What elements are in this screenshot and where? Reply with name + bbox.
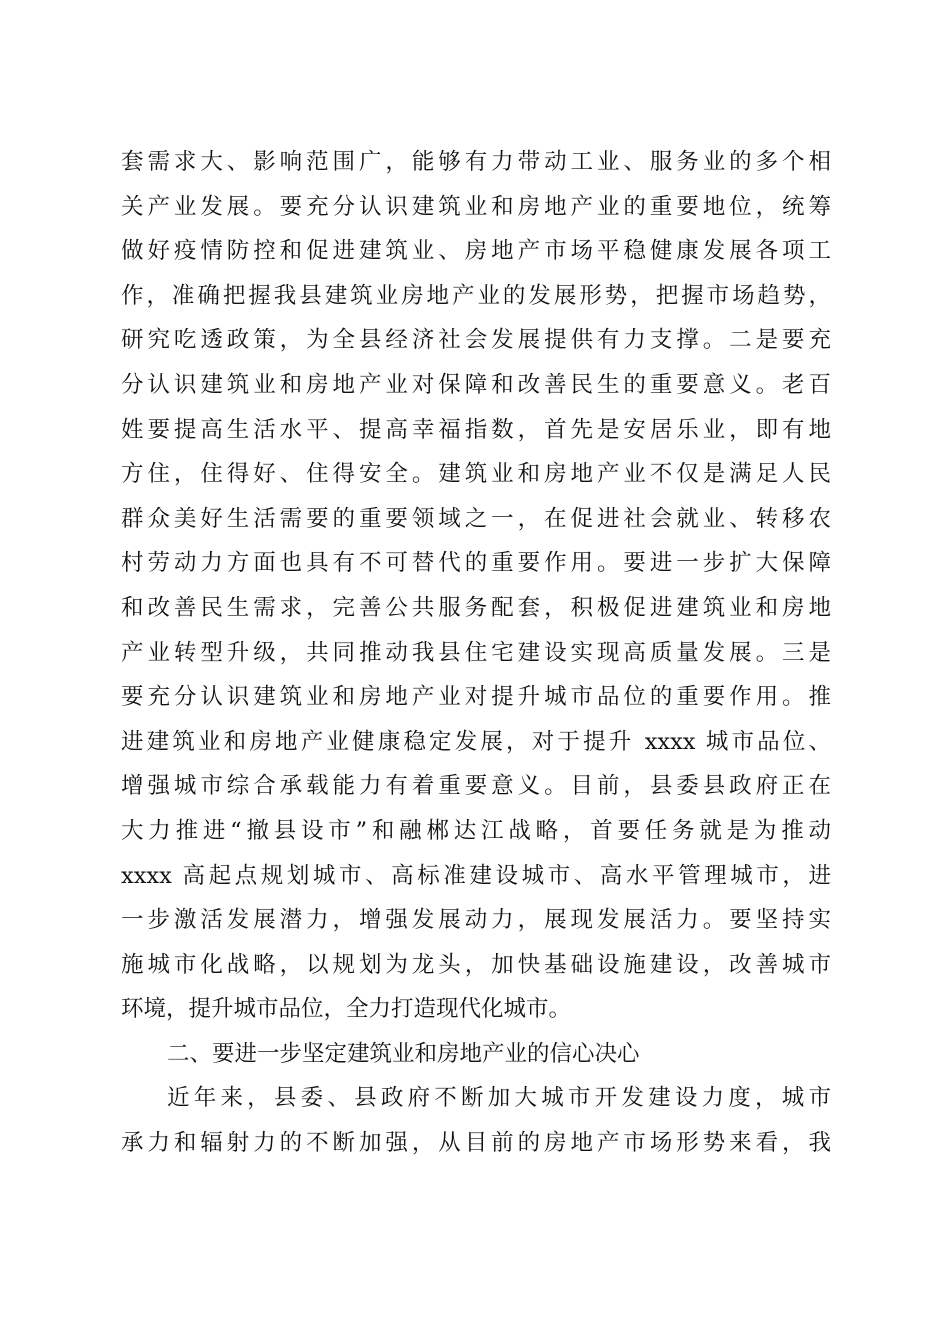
paragraph-line: 村劳动力方面也具有不可替代的重要作用。要进一步扩大保障 (121, 550, 831, 577)
paragraph-line: 大力推进“撤县设市”和融郴达江战略，首要任务就是为推动 (121, 817, 831, 844)
paragraph-line: xxxx 高起点规划城市、高标准建设城市、高水平管理城市，进 (121, 862, 831, 889)
paragraph-line: 套需求大、影响范围广，能够有力带动工业、服务业的多个相 (121, 149, 831, 175)
paragraph-line: 姓要提高生活水平、提高幸福指数，首先是安居乐业，即有地 (121, 416, 831, 443)
paragraph-line: 关产业发展。要充分认识建筑业和房地产业的重要地位，统筹 (121, 193, 831, 220)
paragraph-line: 分认识建筑业和房地产业对保障和改善民生的重要意义。老百 (121, 371, 831, 398)
paragraph-1 (121, 140, 831, 1032)
paragraph-line: 要充分认识建筑业和房地产业对提升城市品位的重要作用。推 (121, 684, 831, 711)
paragraph-line: 研究吃透政策，为全县经济社会发展提供有力支撑。二是要充 (121, 327, 831, 354)
paragraph-line: 方住，住得好、住得安全。建筑业和房地产业不仅是满足人民 (121, 461, 831, 488)
paragraph-2 (121, 1076, 831, 1165)
paragraph-line: 群众美好生活需要的重要领域之一，在促进社会就业、转移农 (121, 505, 831, 532)
paragraph-line: 增强城市综合承载能力有着重要意义。目前，县委县政府正在 (121, 773, 831, 800)
paragraph-line: 一步激活发展潜力，增强发展动力，展现发展活力。要坚持实 (121, 907, 831, 934)
paragraph-line: 做好疫情防控和促进建筑业、房地产市场平稳健康发展各项工 (121, 238, 831, 265)
paragraph-line: 承力和辐射力的不断加强，从目前的房地产市场形势来看，我 (121, 1130, 831, 1157)
paragraph-line: 作，准确把握我县建筑业房地产业的发展形势，把握市场趋势， (121, 282, 831, 309)
paragraph-line: 施城市化战略，以规划为龙头，加快基础设施建设，改善城市 (121, 951, 831, 978)
paragraph-line: 环境，提升城市品位，全力打造现代化城市。 (121, 996, 572, 1023)
section-heading: 二、要进一步坚定建筑业和房地产业的信心决心 (167, 1040, 640, 1067)
paragraph-line: 和改善民生需求，完善公共服务配套，积极促进建筑业和房地 (121, 594, 831, 621)
paragraph-line: 产业转型升级，共同推动我县住宅建设实现高质量发展。三是 (121, 639, 831, 666)
document-body (121, 140, 831, 1166)
paragraph-line: 近年来，县委、县政府不断加大城市开发建设力度，城市 (167, 1085, 831, 1112)
paragraph-line: 进建筑业和房地产业健康稳定发展，对于提升 xxxx 城市品位、 (121, 728, 831, 755)
